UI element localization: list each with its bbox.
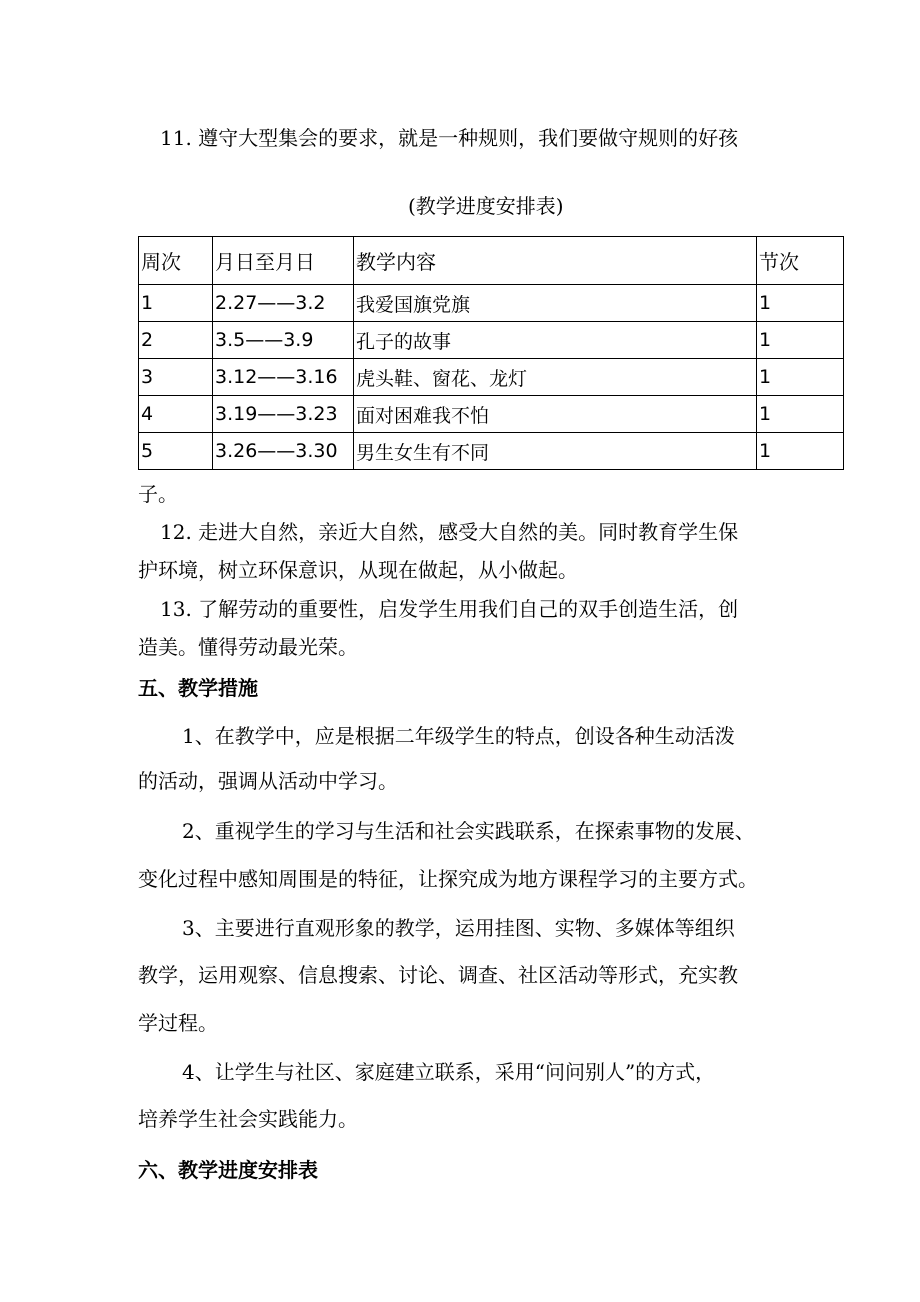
cell-week: 5 bbox=[139, 433, 213, 470]
section-5-p1-line-1: 1、在教学中，应是根据二年级学生的特点，创设各种生动活泼 bbox=[182, 724, 735, 748]
table-header-row bbox=[139, 237, 844, 285]
section-5-p4-line-2: 培养学生社会实践能力。 bbox=[138, 1107, 358, 1131]
cell-content: 面对困难我不怕 bbox=[354, 396, 757, 433]
cell-week: 3 bbox=[139, 359, 213, 396]
cell-date-range: 3.26——3.30 bbox=[213, 433, 354, 470]
table-row bbox=[139, 433, 844, 470]
item-12-line-2: 护环境，树立环保意识，从现在做起，从小做起。 bbox=[138, 558, 578, 582]
schedule-table bbox=[138, 236, 844, 470]
header-cell-content: 教学内容 bbox=[354, 237, 757, 285]
section-5-heading: 五、教学措施 bbox=[138, 676, 258, 700]
item-11-line-2: 子。 bbox=[138, 482, 178, 506]
header-cell-date-range: 月日至月日 bbox=[213, 237, 354, 285]
item-13-line-2: 造美。懂得劳动最光荣。 bbox=[138, 635, 358, 659]
cell-date-range: 3.5——3.9 bbox=[213, 322, 354, 359]
cell-periods: 1 bbox=[757, 359, 844, 396]
table-row bbox=[139, 396, 844, 433]
cell-content: 男生女生有不同 bbox=[354, 433, 757, 470]
cell-week: 4 bbox=[139, 396, 213, 433]
section-5-p3-line-1: 3、主要进行直观形象的教学，运用挂图、实物、多媒体等组织 bbox=[182, 916, 735, 940]
table-row bbox=[139, 359, 844, 396]
cell-periods: 1 bbox=[757, 396, 844, 433]
section-5-p3-line-3: 学过程。 bbox=[138, 1011, 218, 1035]
cell-date-range: 3.12——3.16 bbox=[213, 359, 354, 396]
item-11-line-1: 11. 遵守大型集会的要求，就是一种规则，我们要做守规则的好孩 bbox=[160, 126, 739, 150]
cell-periods: 1 bbox=[757, 285, 844, 322]
cell-content: 孔子的故事 bbox=[354, 322, 757, 359]
section-5-p2-line-1: 2、重视学生的学习与生活和社会实践联系，在探索事物的发展、 bbox=[182, 819, 755, 843]
header-cell-periods: 节次 bbox=[757, 237, 844, 285]
cell-week: 2 bbox=[139, 322, 213, 359]
table-row bbox=[139, 285, 844, 322]
cell-periods: 1 bbox=[757, 322, 844, 359]
item-13-line-1: 13. 了解劳动的重要性，启发学生用我们自己的双手创造生活，创 bbox=[160, 597, 739, 621]
cell-date-range: 2.27——3.2 bbox=[213, 285, 354, 322]
section-6-heading: 六、教学进度安排表 bbox=[138, 1158, 318, 1182]
section-5-p1-line-2: 的活动，强调从活动中学习。 bbox=[138, 769, 398, 793]
cell-periods: 1 bbox=[757, 433, 844, 470]
item-12-line-1: 12. 走进大自然，亲近大自然，感受大自然的美。同时教育学生保 bbox=[160, 520, 739, 544]
table-caption: (教学进度安排表) bbox=[408, 194, 564, 218]
header-cell-week: 周次 bbox=[139, 237, 213, 285]
cell-content: 虎头鞋、窗花、龙灯 bbox=[354, 359, 757, 396]
section-5-p3-line-2: 教学，运用观察、信息搜索、讨论、调查、社区活动等形式，充实教 bbox=[138, 963, 738, 987]
table-row bbox=[139, 322, 844, 359]
cell-date-range: 3.19——3.23 bbox=[213, 396, 354, 433]
cell-week: 1 bbox=[139, 285, 213, 322]
cell-content: 我爱国旗党旗 bbox=[354, 285, 757, 322]
section-5-p2-line-2: 变化过程中感知周围是的特征，让探究成为地方课程学习的主要方式。 bbox=[138, 867, 758, 891]
section-5-p4-line-1: 4、让学生与社区、家庭建立联系，采用“问问别人”的方式， bbox=[182, 1060, 716, 1084]
